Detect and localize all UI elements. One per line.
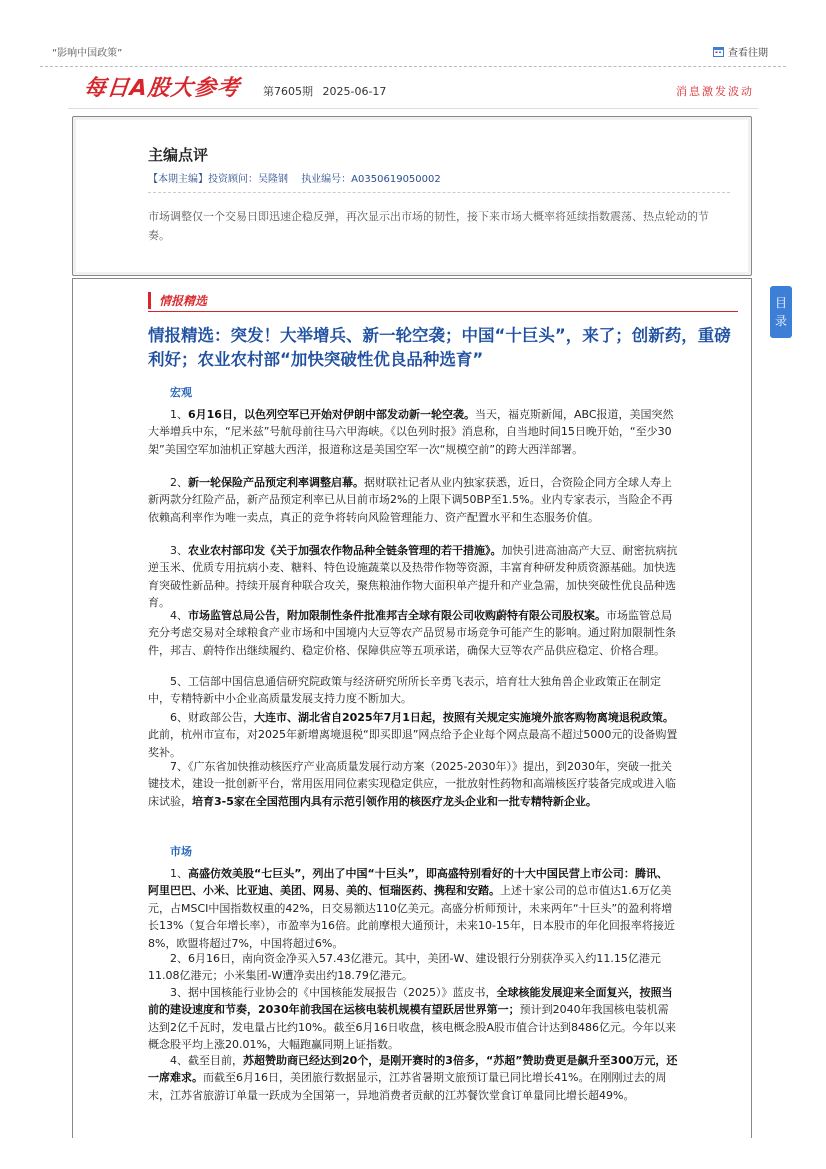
macro-item-3: 3、农业农村部印发《关于加强农作物品种全链条管理的若干措施》。加快引进高油高产大豆、耐密抗病抗逆玉米、优质专用抗病小麦、糖料、特色设施蔬菜以及热带作物等资源，丰富育种研发种质资源基础。加快选育突破性新品种。持续开展育种联合攻关，聚焦粮油作物大面积单产提升和产业急需，加快突破性优良品种选育。 xyxy=(148,544,678,610)
market-item-1: 1、高盛仿效美股“七巨头”，列出了中国“十巨头”，即高盛特别看好的十大中国民营上市公司：腾讯、阿里巴巴、小米、比亚迪、美团、网易、美的、恒瑞医药、携程和安踏。上述十家公司的总市值达1.6万亿美元，占MSCI中国指数权重的42%，日交易额达110亿美元。高盛分析师预计，未来两年“十巨头”的盈利将增长13%（复合年增长率），市盈率为16倍。此前摩根大通预计，未来10-15年，日本股市的年化回报率将接近8%，欧盟将超过7%，中国将超过6%。 xyxy=(148,867,675,950)
market-item-4: 4、截至目前，苏超赞助商已经达到20个，是刚开赛时的3倍多，“苏超”赞助费更是飙升至300万元，还一席难求。而截至6月16日，美团旅行数据显示，江苏省暑期文旅预订量已同比增长41%。在刚刚过去的周末，江苏省旅游订单量一跃成为全国第一，异地消费者贡献的江苏餐饮堂食订单量同比增长超49%。 xyxy=(148,1054,678,1102)
header-divider xyxy=(40,66,786,67)
calendar-icon xyxy=(713,46,724,57)
intel-tag: 情报精选 xyxy=(148,292,207,309)
macro-item-6: 6、财政部公告，大连市、湖北省自2025年7月1日起，按照有关规定实施境外旅客购物离境退税政策。此前，杭州市宣布，对2025年新增离境退税“即买即退”网点给予企业每个网点最高不超过5000元的设备购置奖补。 xyxy=(148,711,678,759)
editor-divider xyxy=(148,192,730,193)
section-macro-title: 宏观 xyxy=(170,386,192,399)
editor-meta xyxy=(148,170,451,185)
macro-item-4: 4、市场监管总局公告，附加限制性条件批准邦吉全球有限公司收购蔚特有限公司股权案。市场监管总局充分考虑交易对全球粮食产业市场和中国境内大豆等农产品贸易市场竞争可能产生的影响。通过附加限制性条件，邦吉、蔚特作出继续履约、稳定价格、保障供应等五项承诺，确保大豆等农产品供应稳定、价格合理。 xyxy=(148,609,676,657)
intel-tag-line xyxy=(148,311,738,312)
macro-item-2: 2、新一轮保险产品预定利率调整启幕。据财联社记者从业内独家获悉，近日，合资险企同方全球人寿上新两款分红险产品，新产品预定利率已从目前市场2%的上限下调50BP至1.5%。业内专家表示，当险企不再依赖高利率作为唯一卖点，真正的竞争将转向风险管理能力、资产配置水平和生态服务价值。 xyxy=(148,476,673,524)
toc-label-1: 目 xyxy=(774,296,787,310)
brand-logo: 每日A股大参考 xyxy=(82,76,242,101)
issue-date: 2025-06-17 xyxy=(322,85,387,98)
issue-info xyxy=(263,83,392,99)
view-archive-link[interactable] xyxy=(713,44,768,59)
editor-meta-prefix: 【本期主编】 xyxy=(148,174,208,185)
header-slogan: 消息激发波动 xyxy=(676,85,754,98)
toc-label-2: 录 xyxy=(774,314,787,328)
market-item-3: 3、据中国核能行业协会的《中国核能发展报告（2025）》蓝皮书，全球核能发展迎来全面复兴，按照当前的建设速度和节奏，2030年前我国在运核电装机规模有望跃居世界第一；预计到2040年我国核电装机需达到2亿千瓦时，发电量占比约10%。截至6月16日收盘，核电概念股A股市值合计达到8486亿元。今年以来概念股平均上涨20.01%，大幅跑赢同期上证指数。 xyxy=(148,986,676,1052)
view-archive-label: 查看往期 xyxy=(728,48,768,59)
issue-number: 第7605期 xyxy=(263,85,313,98)
editor-advisor: 投资顾问：吴隆钢 xyxy=(208,174,288,185)
intel-headline: 情报精选：突发！大举增兵、新一轮空袭；中国“十巨头”，来了；创新药，重磅利好；农业农村部“加快突破性优良品种选育” xyxy=(148,326,731,369)
macro-item-5: 5、工信部中国信息通信研究院政策与经济研究所所长辛勇飞表示，培育壮大独角兽企业政策正在制定中，专精特新中小企业高质量发展支持力度不断加大。 xyxy=(148,675,661,706)
market-item-2: 2、6月16日，南向资金净买入57.43亿港元。其中，美团-W、建设银行分别获净买入约11.15亿港元11.08亿港元；小米集团-W遭净卖出约18.79亿港元。 xyxy=(148,952,661,983)
macro-item-1: 1、6月16日，以色列空军已开始对伊朗中部发动新一轮空袭。当天，福克斯新闻，ABC报道，美国突然大举增兵中东，“尼米兹”号航母前往马六甲海峡。《以色列时报》消息称，自当地时间15日晚开始，“至少30架”美国空军加油机正穿越大西洋，报道称这是美国空军一次“规模空前”的跨大西洋部署。 xyxy=(148,408,674,456)
top-source-label: “影响中国政策” xyxy=(52,48,123,59)
editor-title: 主编点评 xyxy=(148,146,209,164)
section-market-title: 市场 xyxy=(170,845,192,858)
editor-comment-text: 市场调整仅一个交易日即迅速企稳反弹，再次显示出市场的韧性，接下来市场大概率将延续指数震荡、热点轮动的节奏。 xyxy=(148,210,709,242)
macro-item-7: 7、《广东省加快推动核医疗产业高质量发展行动方案（2025-2030年）》提出，到2030年，突破一批关键技术，建设一批创新平台，常用医用同位素实现稳定供应，一批放射性药物和高端核医疗装备完成或进入临床试验，培育3-5家在全国范围内具有示范引领作用的核医疗龙头企业和一批专精特新企业。 xyxy=(148,760,676,808)
editor-license: 执业编号：A0350619050002 xyxy=(301,174,441,185)
editor-comment-box xyxy=(72,116,752,276)
header-bottom-divider xyxy=(68,108,758,109)
table-of-contents-button[interactable] xyxy=(770,286,792,338)
